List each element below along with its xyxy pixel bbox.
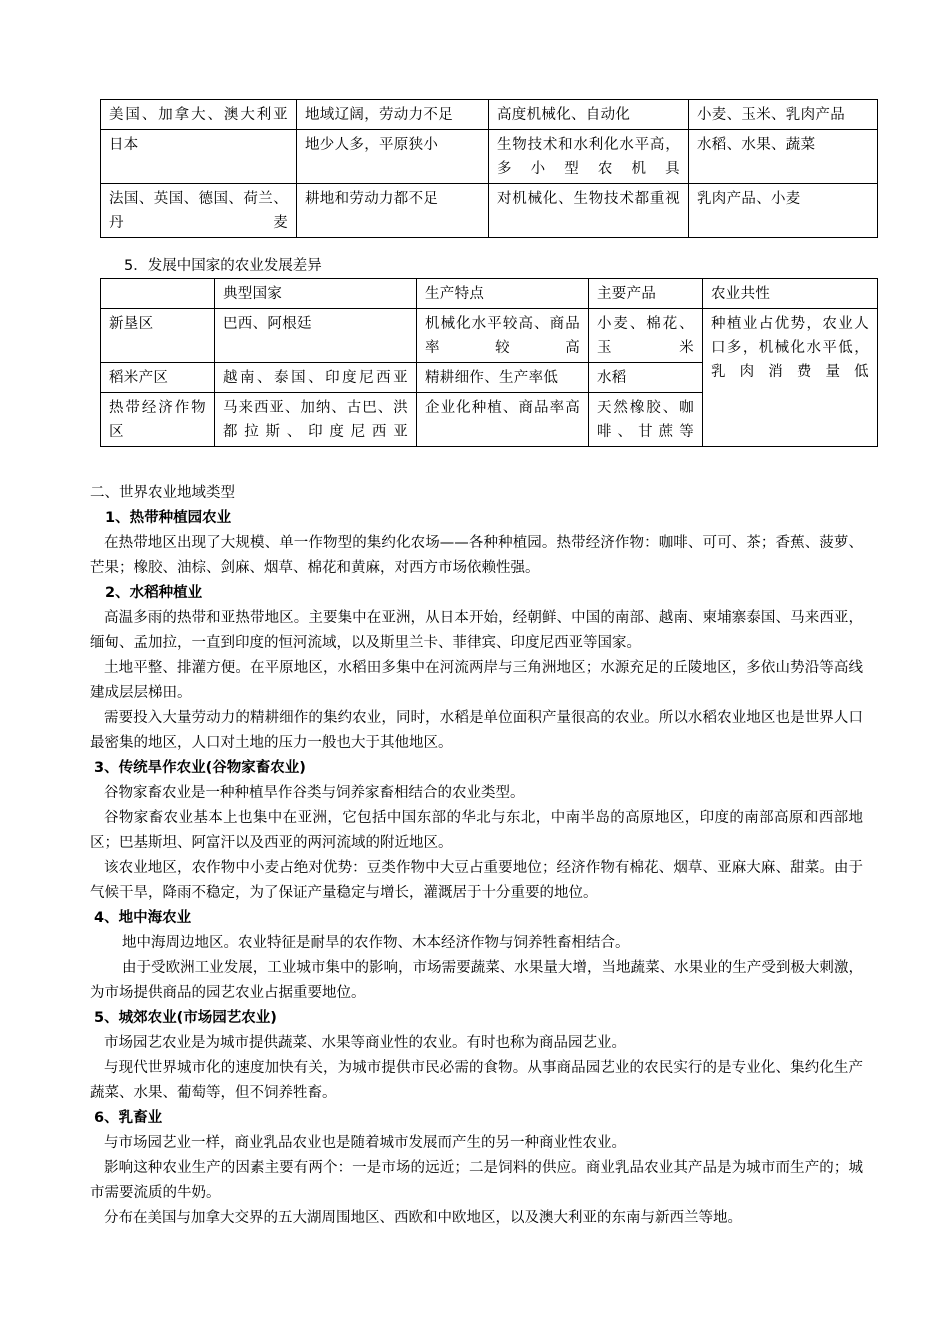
table-cell: 乳肉产品、小麦	[689, 184, 878, 238]
subsection-heading: 6、乳畜业	[94, 1110, 163, 1126]
table-cell: 水稻、水果、蔬菜	[689, 130, 878, 184]
table-row	[101, 309, 878, 363]
table-header-cell: 生产特点	[417, 279, 589, 309]
table-header-cell: 主要产品	[589, 279, 703, 309]
paragraph: 谷物家畜农业是一种种植旱作谷类与饲养家畜相结合的农业类型。	[104, 785, 525, 801]
common-traits-cell: 种植业占优势，农业人口多，机械化水平低，乳肉消费量低	[703, 309, 878, 447]
paragraph: 谷物家畜农业基本上也集中在亚洲，它包括中国东部的华北与东北，中南半岛的高原地区，印度的南部高原和西部地区；巴基斯坦、阿富汗以及西亚的两河流域的附近地区。	[90, 810, 863, 851]
table-cell: 机械化水平较高、商品率较高	[417, 309, 589, 363]
paragraph: 在热带地区出现了大规模、单一作物型的集约化农场——各种种植园。热带经济作物：咖啡、可可、茶；香蕉、菠萝、芒果；橡胶、油棕、剑麻、烟草、棉花和黄麻，对西方市场依赖性强。	[90, 535, 863, 576]
subsection-heading: 1、热带种植园农业	[105, 510, 232, 526]
paragraph: 由于受欧洲工业发展，工业城市集中的影响，市场需要蔬菜、水果量大增，当地蔬菜、水果业的生产受到极大刺激，为市场提供商品的园艺农业占据重要地位。	[90, 960, 863, 1001]
table-cell: 地少人多，平原狭小	[297, 130, 489, 184]
table-header-cell: 农业共性	[703, 279, 878, 309]
paragraph: 高温多雨的热带和亚热带地区。主要集中在亚洲，从日本开始，经朝鲜、中国的南部、越南、柬埔寨泰国、马来西亚，缅甸、孟加拉，一直到印度的恒河流域，以及斯里兰卡、菲律宾、印度尼西亚等国家。	[90, 610, 863, 651]
subsection-heading: 4、地中海农业	[94, 910, 192, 926]
table-cell: 新垦区	[101, 309, 215, 363]
table-header-cell: 典型国家	[215, 279, 417, 309]
paragraph: 土地平整、排灌方便。在平原地区，水稻田多集中在河流两岸与三角洲地区；水源充足的丘陵地区，多依山势沿等高线建成层层梯田。	[90, 660, 863, 701]
table-row	[101, 100, 878, 130]
table-row	[101, 184, 878, 238]
table-cell: 小麦、棉花、玉米	[589, 309, 703, 363]
table-cell: 小麦、玉米、乳肉产品	[689, 100, 878, 130]
table-cell: 马来西亚、加纳、古巴、洪都拉斯、印度尼西亚	[215, 393, 417, 447]
table-cell: 高度机械化、自动化	[489, 100, 689, 130]
subsection-heading: 2、水稻种植业	[105, 585, 203, 601]
developing-countries-table	[100, 278, 878, 447]
table-header-row	[101, 279, 878, 309]
developed-countries-table	[100, 99, 878, 238]
table-cell: 精耕细作、生产率低	[417, 363, 589, 393]
table-row	[101, 130, 878, 184]
table-cell: 天然橡胶、咖啡、甘蔗等	[589, 393, 703, 447]
subsection-heading: 3、传统旱作农业(谷物家畜农业)	[94, 760, 306, 776]
table-cell: 对机械化、生物技术都重视	[489, 184, 689, 238]
table-cell: 日本	[101, 130, 297, 184]
paragraph: 与现代世界城市化的速度加快有关，为城市提供市民必需的食物。从事商品园艺业的农民实行的是专业化、集约化生产蔬菜、水果、葡萄等，但不饲养牲畜。	[90, 1060, 863, 1101]
table-cell: 美国、加拿大、澳大利亚	[101, 100, 297, 130]
table-cell: 企业化种植、商品率高	[417, 393, 589, 447]
table-cell: 耕地和劳动力都不足	[297, 184, 489, 238]
table-cell: 生物技术和水利化水平高，多小型农机具	[489, 130, 689, 184]
table-cell: 水稻	[589, 363, 703, 393]
paragraph: 与市场园艺业一样，商业乳品农业也是随着城市发展而产生的另一种商业性农业。	[104, 1135, 626, 1151]
paragraph: 市场园艺农业是为城市提供蔬菜、水果等商业性的农业。有时也称为商品园艺业。	[104, 1035, 626, 1051]
table-cell: 法国、英国、德国、荷兰、丹麦	[101, 184, 297, 238]
paragraph: 需要投入大量劳动力的精耕细作的集约农业，同时，水稻是单位面积产量很高的农业。所以水稻农业地区也是世界人口最密集的地区，人口对土地的压力一般也大于其他地区。	[90, 710, 863, 751]
table-cell: 热带经济作物区	[101, 393, 215, 447]
subsection-heading: 5、城郊农业(市场园艺农业)	[94, 1010, 277, 1026]
paragraph: 地中海周边地区。农业特征是耐旱的农作物、木本经济作物与饲养牲畜相结合。	[122, 935, 630, 951]
paragraph: 分布在美国与加拿大交界的五大湖周围地区、西欧和中欧地区，以及澳大利亚的东南与新西兰等地。	[104, 1210, 742, 1226]
table-cell: 稻米产区	[101, 363, 215, 393]
paragraph: 影响这种农业生产的因素主要有两个：一是市场的远近；二是饲料的供应。商业乳品农业其产品是为城市而生产的；城市需要流质的牛奶。	[90, 1160, 863, 1201]
table-caption: 5．发展中国家的农业发展差异	[124, 258, 322, 274]
body-text	[90, 481, 863, 1231]
section-heading: 二、世界农业地域类型	[90, 485, 235, 501]
table-cell: 地域辽阔，劳动力不足	[297, 100, 489, 130]
table-cell: 越南、泰国、印度尼西亚	[215, 363, 417, 393]
table-header-cell	[101, 279, 215, 309]
paragraph: 该农业地区，农作物中小麦占绝对优势：豆类作物中大豆占重要地位；经济作物有棉花、烟草、亚麻大麻、甜菜。由于气候干旱，降雨不稳定，为了保证产量稳定与增长，灌溉居于十分重要的地位。	[90, 860, 863, 901]
table-cell: 巴西、阿根廷	[215, 309, 417, 363]
